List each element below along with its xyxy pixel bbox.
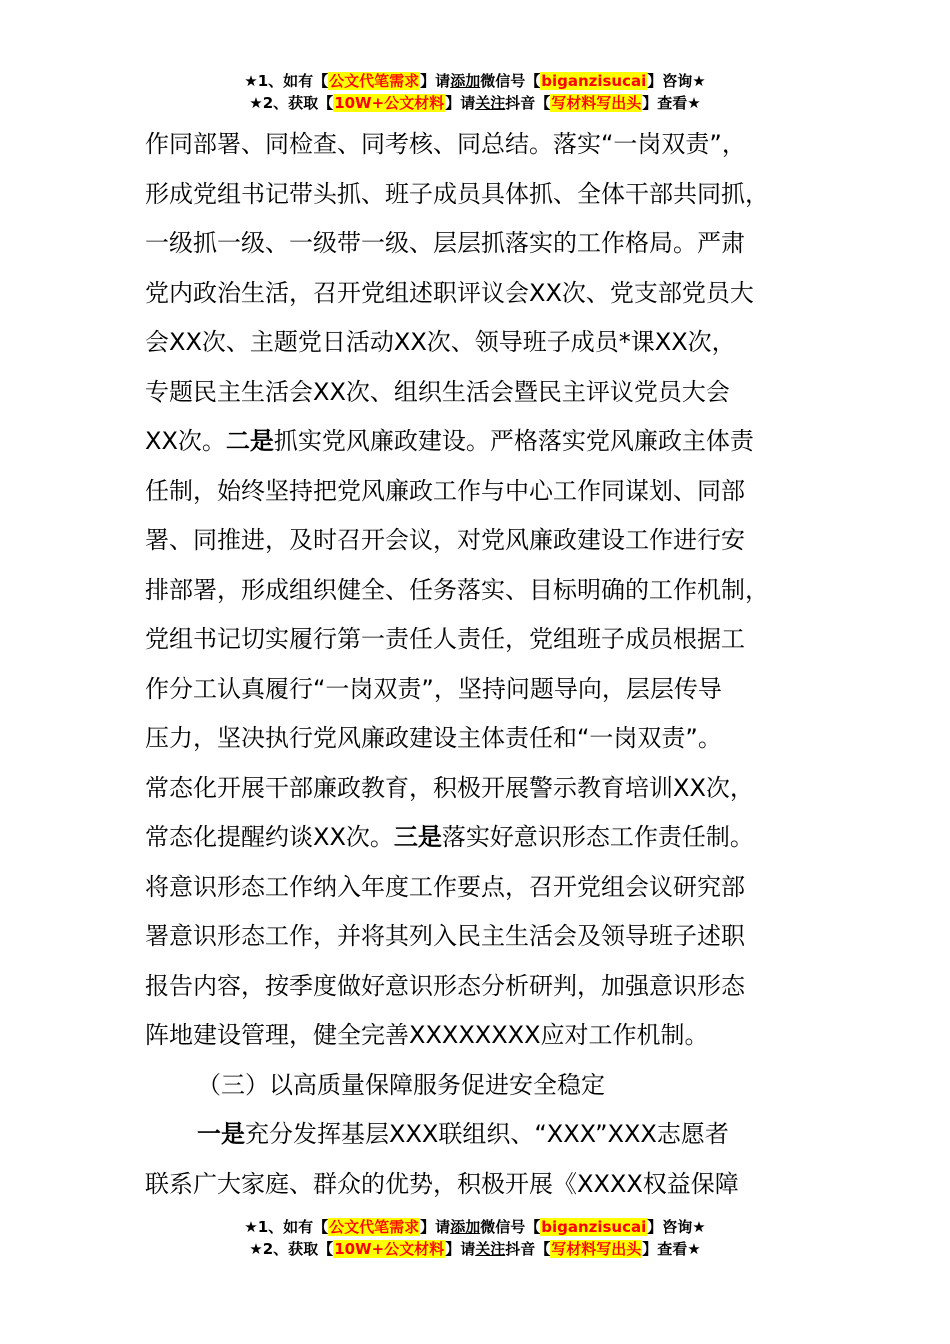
body-line: 党内政治生活，召开党组述职评议会XX次、党支部党员大: [145, 278, 754, 307]
body-line: 一级抓一级、一级带一级、层层抓落实的工作格局。严肃: [145, 229, 745, 257]
body-line: 常态化提醒约谈XX次。三是落实好意识形态工作责任制。: [145, 823, 754, 851]
document-body: [145, 120, 810, 1209]
body-line: 报告内容，按季度做好意识形态分析研判，加强意识形态: [145, 971, 745, 1000]
body-line: 作同部署、同检查、同考核、同总结。落实“一岗双责”，: [145, 130, 746, 158]
body-line: 联系广大家庭、群众的优势，积极开展《XXXX权益保障: [145, 1169, 739, 1198]
body-line: 一是充分发挥基层XXX联组织、“XXX”XXX志愿者: [197, 1120, 729, 1148]
highlight-text: 10W+公文材料: [334, 1240, 445, 1258]
body-line: 署、同推进，及时召开会议，对党风廉政建设工作进行安: [145, 526, 745, 554]
bold-marker: 二是: [225, 427, 274, 455]
body-line: 将意识形态工作纳入年度工作要点，召开党组会议研究部: [145, 872, 745, 901]
bold-marker: 三是: [393, 823, 442, 851]
banner-line-1: ★1、如有【公文代笔需求】请添加微信号【biganzisucai】咨询★: [244, 1218, 706, 1236]
header-banner: [0, 70, 950, 114]
highlight-text: 公文代笔需求: [329, 1218, 420, 1236]
section-heading: （三）以高质量保障服务促进安全稳定: [197, 1070, 605, 1099]
body-line: 阵地建设管理，健全完善XXXXXXXX应对工作机制。: [145, 1021, 709, 1049]
body-line: 署意识形态工作，并将其列入民主生活会及领导班子述职: [145, 922, 745, 950]
body-line: 会XX次、主题党日活动XX次、领导班子成员*课XX次，: [145, 328, 736, 356]
banner-line-2: ★2、获取【10W+公文材料】请关注抖音【写材料写出头】查看★: [249, 94, 701, 112]
wechat-id: biganzisucai: [541, 1218, 647, 1236]
banner-line-2: ★2、获取【10W+公文材料】请关注抖音【写材料写出头】查看★: [249, 1240, 701, 1258]
banner-line-1: ★1、如有【公文代笔需求】请添加微信号【biganzisucai】咨询★: [244, 72, 706, 90]
bold-marker: 一是: [197, 1120, 245, 1148]
body-line: 作分工认真履行“一岗双责”，坚持问题导向，层层传导: [145, 674, 722, 703]
body-line: 专题民主生活会XX次、组织生活会暨民主评议党员大会: [145, 377, 730, 406]
body-line: 常态化开展干部廉政教育，积极开展警示教育培训XX次，: [145, 773, 754, 802]
highlight-text: 10W+公文材料: [334, 94, 445, 112]
body-line: 形成党组书记带头抓、班子成员具体抓、全体干部共同抓，: [145, 179, 769, 208]
body-line: 任制，始终坚持把党风廉政工作与中心工作同谋划、同部: [145, 476, 745, 505]
footer-banner: [0, 1216, 950, 1260]
body-line: 排部署，形成组织健全、任务落实、目标明确的工作机制，: [145, 575, 769, 604]
body-line: XX次。二是抓实党风廉政建设。严格落实党风廉政主体责: [145, 427, 754, 455]
body-line: 党组书记切实履行第一责任人责任，党组班子成员根据工: [145, 625, 745, 653]
douyin-account: 写材料写出头: [551, 94, 642, 112]
highlight-text: 公文代笔需求: [329, 72, 420, 90]
body-line: 压力，坚决执行党风廉政建设主体责任和“一岗双责”。: [145, 724, 722, 752]
wechat-id: biganzisucai: [541, 72, 647, 90]
douyin-account: 写材料写出头: [551, 1240, 642, 1258]
